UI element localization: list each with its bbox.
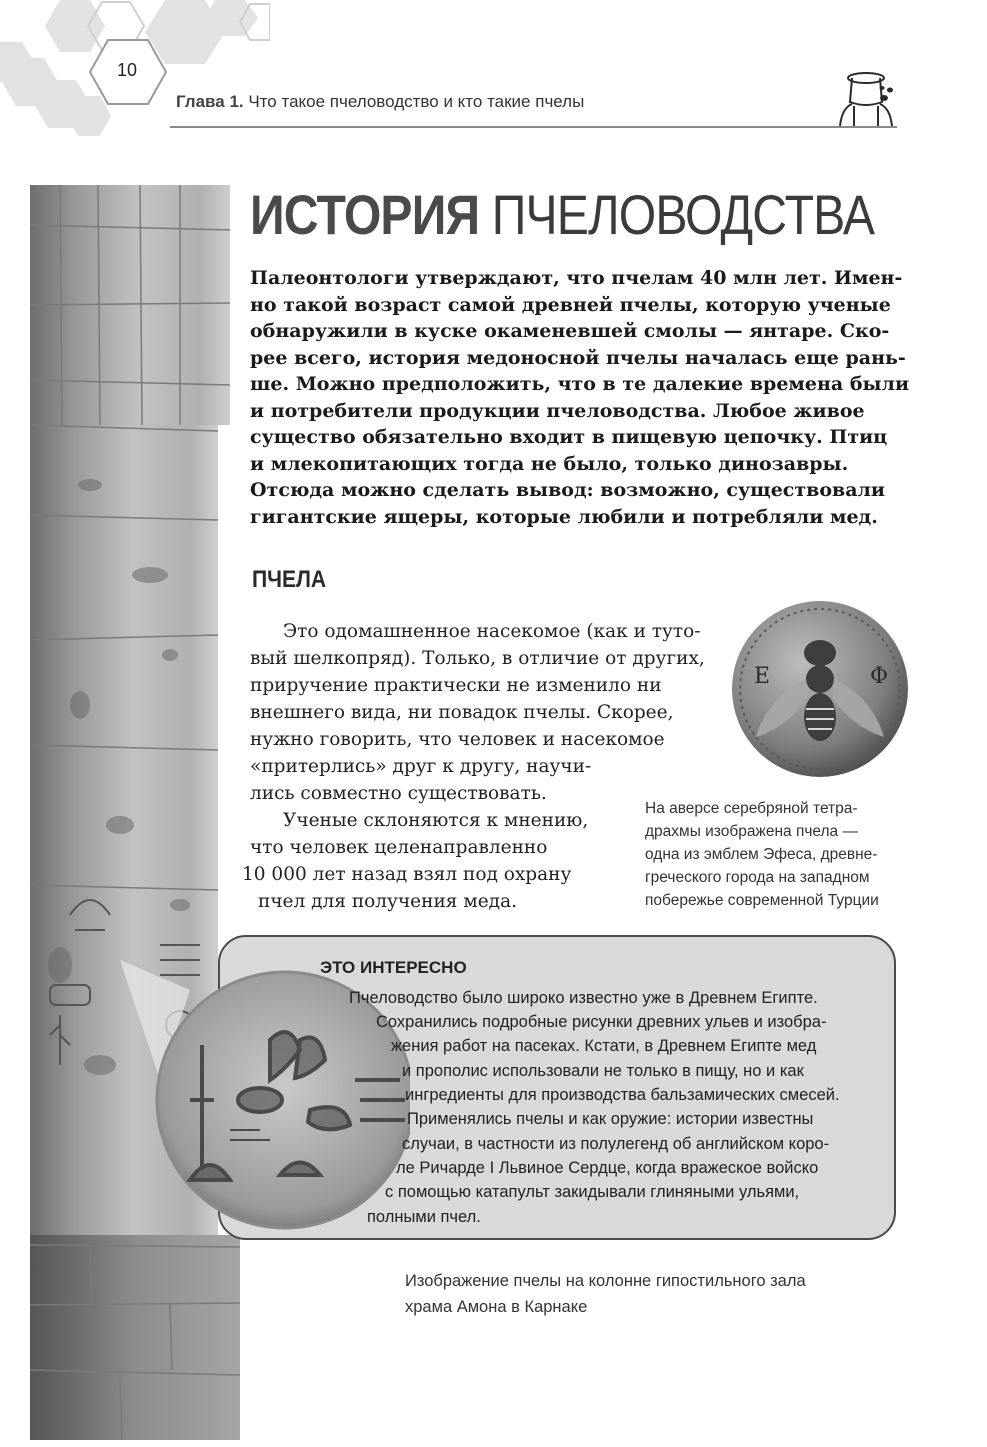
page-number: 10 xyxy=(116,60,138,80)
body-line: «притерлись» друг к другу, научи- xyxy=(250,756,592,777)
title-bold: ИСТОРИЯ xyxy=(250,183,480,246)
body-line: нужно говорить, что человек и насекомое xyxy=(250,729,665,750)
fact-line: случаи, в частности из полулегенд об английском коро- xyxy=(402,1135,830,1153)
body-line: внешнего вида, ни повадок пчелы. Скорее, xyxy=(250,702,674,723)
lead-paragraph xyxy=(250,265,910,530)
lead-line: обнаружили в куске окаменевшей смолы — янтаре. Ско- xyxy=(250,320,890,342)
caption-line: греческого города на западном xyxy=(645,869,870,886)
fact-box-title: ЭТО ИНТЕРЕСНО xyxy=(320,958,467,977)
lead-line: и млекопитающих тогда не было, только динозавры. xyxy=(250,452,849,475)
article-title xyxy=(250,180,874,250)
body-line: Это одомашненное насекомое (как и туто- xyxy=(283,621,701,642)
body-line: что человек целенаправленно xyxy=(250,837,548,858)
coin-letter-phi: Φ xyxy=(870,664,889,689)
title-light: ПЧЕЛОВОДСТВА xyxy=(491,183,875,246)
lead-line: гигантские ящеры, которые любили и потребляли мед. xyxy=(250,505,878,528)
body-line: Ученые склоняются к мнению, xyxy=(283,810,589,831)
body-line: пчел для получения меда. xyxy=(258,891,517,912)
fact-line: Пчеловодство было широко известно уже в Древнем Египте. xyxy=(349,989,818,1007)
fact-line: Сохранились подробные рисунки древних ульев и изобра- xyxy=(376,1013,827,1031)
caption-line: Изображение пчелы на колонне гипостильного зала xyxy=(405,1272,806,1290)
caption-line: побережье современной Турции xyxy=(645,892,879,909)
body-line: вый шелкопряд). Только, в отличие от других, xyxy=(250,648,705,669)
fact-line: ингредиенты для производства бальзамических смесей. xyxy=(405,1086,840,1104)
fact-line: Применялись пчелы и как оружие: истории известны xyxy=(407,1110,814,1128)
fact-line: и прополис использовали не только в пищу, но и как xyxy=(402,1062,804,1080)
lead-line: ше. Можно предположить, что в те далекие времена были xyxy=(250,373,910,395)
lead-line: существо обязательно входит в пищевую цепочку. Птиц xyxy=(250,426,888,448)
coin-caption xyxy=(645,797,895,912)
body-line: приручение практически не изменило ни xyxy=(250,675,662,696)
fact-line: с помощью катапульт закидывали глиняными ульями, xyxy=(385,1183,800,1201)
chapter-label: Глава 1. xyxy=(176,92,244,111)
column-photo-caption xyxy=(405,1268,806,1320)
fact-line: ле Ричарде I Львиное Сердце, когда вражеское войско xyxy=(396,1159,819,1177)
karnak-column-photo xyxy=(30,185,240,1440)
beekeeper-icon xyxy=(838,68,900,126)
caption-line: одна из эмблем Эфеса, древне- xyxy=(645,846,878,863)
chapter-name: Что такое пчеловодство и кто такие пчелы xyxy=(248,92,585,111)
caption-line: На аверсе серебряной тетра- xyxy=(645,800,858,817)
lead-line: Отсюда можно сделать вывод: возможно, существовали xyxy=(250,479,886,501)
tetradrachm-coin-image xyxy=(728,597,912,781)
lead-line: и потребители продукции пчеловодства. Любое живое xyxy=(250,399,865,422)
caption-line: драхмы изображена пчела — xyxy=(645,823,858,840)
lead-line: Палеонтологи утверждают, что пчелам 40 млн лет. Имен- xyxy=(250,267,903,289)
lead-line: рее всего, история медоносной пчелы началась еще рань- xyxy=(250,346,906,369)
body-line: лись совместно существовать. xyxy=(250,783,547,804)
caption-line: храма Амона в Карнаке xyxy=(405,1298,588,1316)
section-heading-bee: ПЧЕЛА xyxy=(252,566,327,593)
fact-line: полными пчел. xyxy=(367,1208,481,1226)
chapter-title xyxy=(176,92,584,112)
header-rule xyxy=(170,126,897,128)
body-line: 10 000 лет назад взял под охрану xyxy=(242,864,572,885)
coin-letter-epsilon: Ε xyxy=(754,664,771,689)
lead-line: но такой возраст самой древней пчелы, которую ученые xyxy=(250,293,891,316)
fact-line: жения работ на пасеках. Кстати, в Древнем Египте мед xyxy=(391,1037,817,1055)
